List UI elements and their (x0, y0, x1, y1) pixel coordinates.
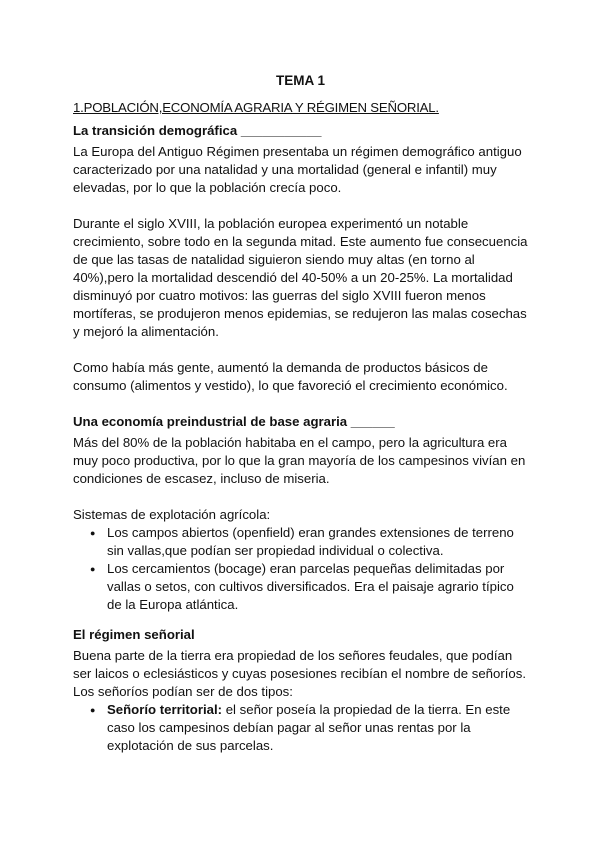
section-title-link[interactable]: 1.POBLACIÓN,ECONOMÍA AGRARIA Y RÉGIMEN SEÑORIAL. (73, 100, 439, 115)
spacer (73, 395, 528, 413)
list-item (73, 560, 528, 614)
bullet-list (73, 701, 528, 755)
spacer (73, 614, 528, 626)
bullet-icon: ● (90, 564, 96, 574)
list-item (73, 701, 528, 755)
bullet-icon: ● (90, 528, 96, 538)
heading-economia-preindustrial: Una economía preindustrial de base agraria ______ (73, 414, 395, 429)
paragraph: Más del 80% de la población habitaba en el campo, pero la agricultura era muy poco productiva, por lo que la gran mayoría de los campesinos vivían en condiciones de escasez, incluso de miseria. (73, 435, 526, 486)
list-item (73, 524, 528, 560)
document-title: TEMA 1 (275, 73, 325, 88)
heading-transicion-demografica: La transición demográfica ___________ (73, 123, 322, 138)
paragraph: Como había más gente, aumentó la demanda de productos básicos de consumo (alimentos y vestido), lo que favoreció el crecimiento económico. (73, 360, 508, 393)
paragraph: La Europa del Antiguo Régimen presentaba un régimen demográfico antiguo caracterizado por una natalidad y una mortalidad (general e infantil) muy elevadas, por lo que la población crecía poco. (73, 144, 522, 195)
spacer (73, 488, 528, 506)
list-item-text: el señor poseía la propiedad de la tierra. En este caso los campesinos debían pagar al señor unas rentas por la explotación de sus parcelas. (107, 702, 511, 753)
spacer (73, 341, 528, 359)
bullet-list (73, 524, 528, 614)
paragraph: Durante el siglo XVIII, la población europea experimentó un notable crecimiento, sobre todo en la segunda mitad. Este aumento fue consecuencia de que las tasas de natalidad siguieron siendo muy altas (en torno al 40%),pero la mortalidad descendió del 40-50% a un 20-25%. La mortalidad disminuyó por cuatro motivos: las guerras del siglo XVIII fueron menos mortíferas, se produjeron menos epidemias, se redujeron las malas cosechas y mejoró la alimentación. (73, 216, 528, 339)
spacer (73, 197, 528, 215)
list-item-text: Los cercamientos (bocage) eran parcelas pequeñas delimitadas por vallas o setos, con cultivos diversificados. Era el paisaje agrario típico de la Europa atlántica. (107, 561, 514, 612)
document-page (73, 72, 528, 755)
bullet-icon: ● (90, 705, 96, 715)
paragraph: Buena parte de la tierra era propiedad de los señores feudales, que podían ser laicos o eclesiásticos y cuyas posesiones recibían el nombre de señoríos. Los señoríos podían ser de dos tipos: (73, 648, 526, 699)
heading-regimen-senorial: El régimen señorial (73, 627, 195, 642)
list-item-text: Los campos abiertos (openfield) eran grandes extensiones de terreno sin vallas,que podían ser propiedad individual o colectiva. (107, 525, 514, 558)
paragraph: Sistemas de explotación agrícola: (73, 507, 271, 522)
list-item-term: Señorío territorial: (107, 702, 223, 717)
